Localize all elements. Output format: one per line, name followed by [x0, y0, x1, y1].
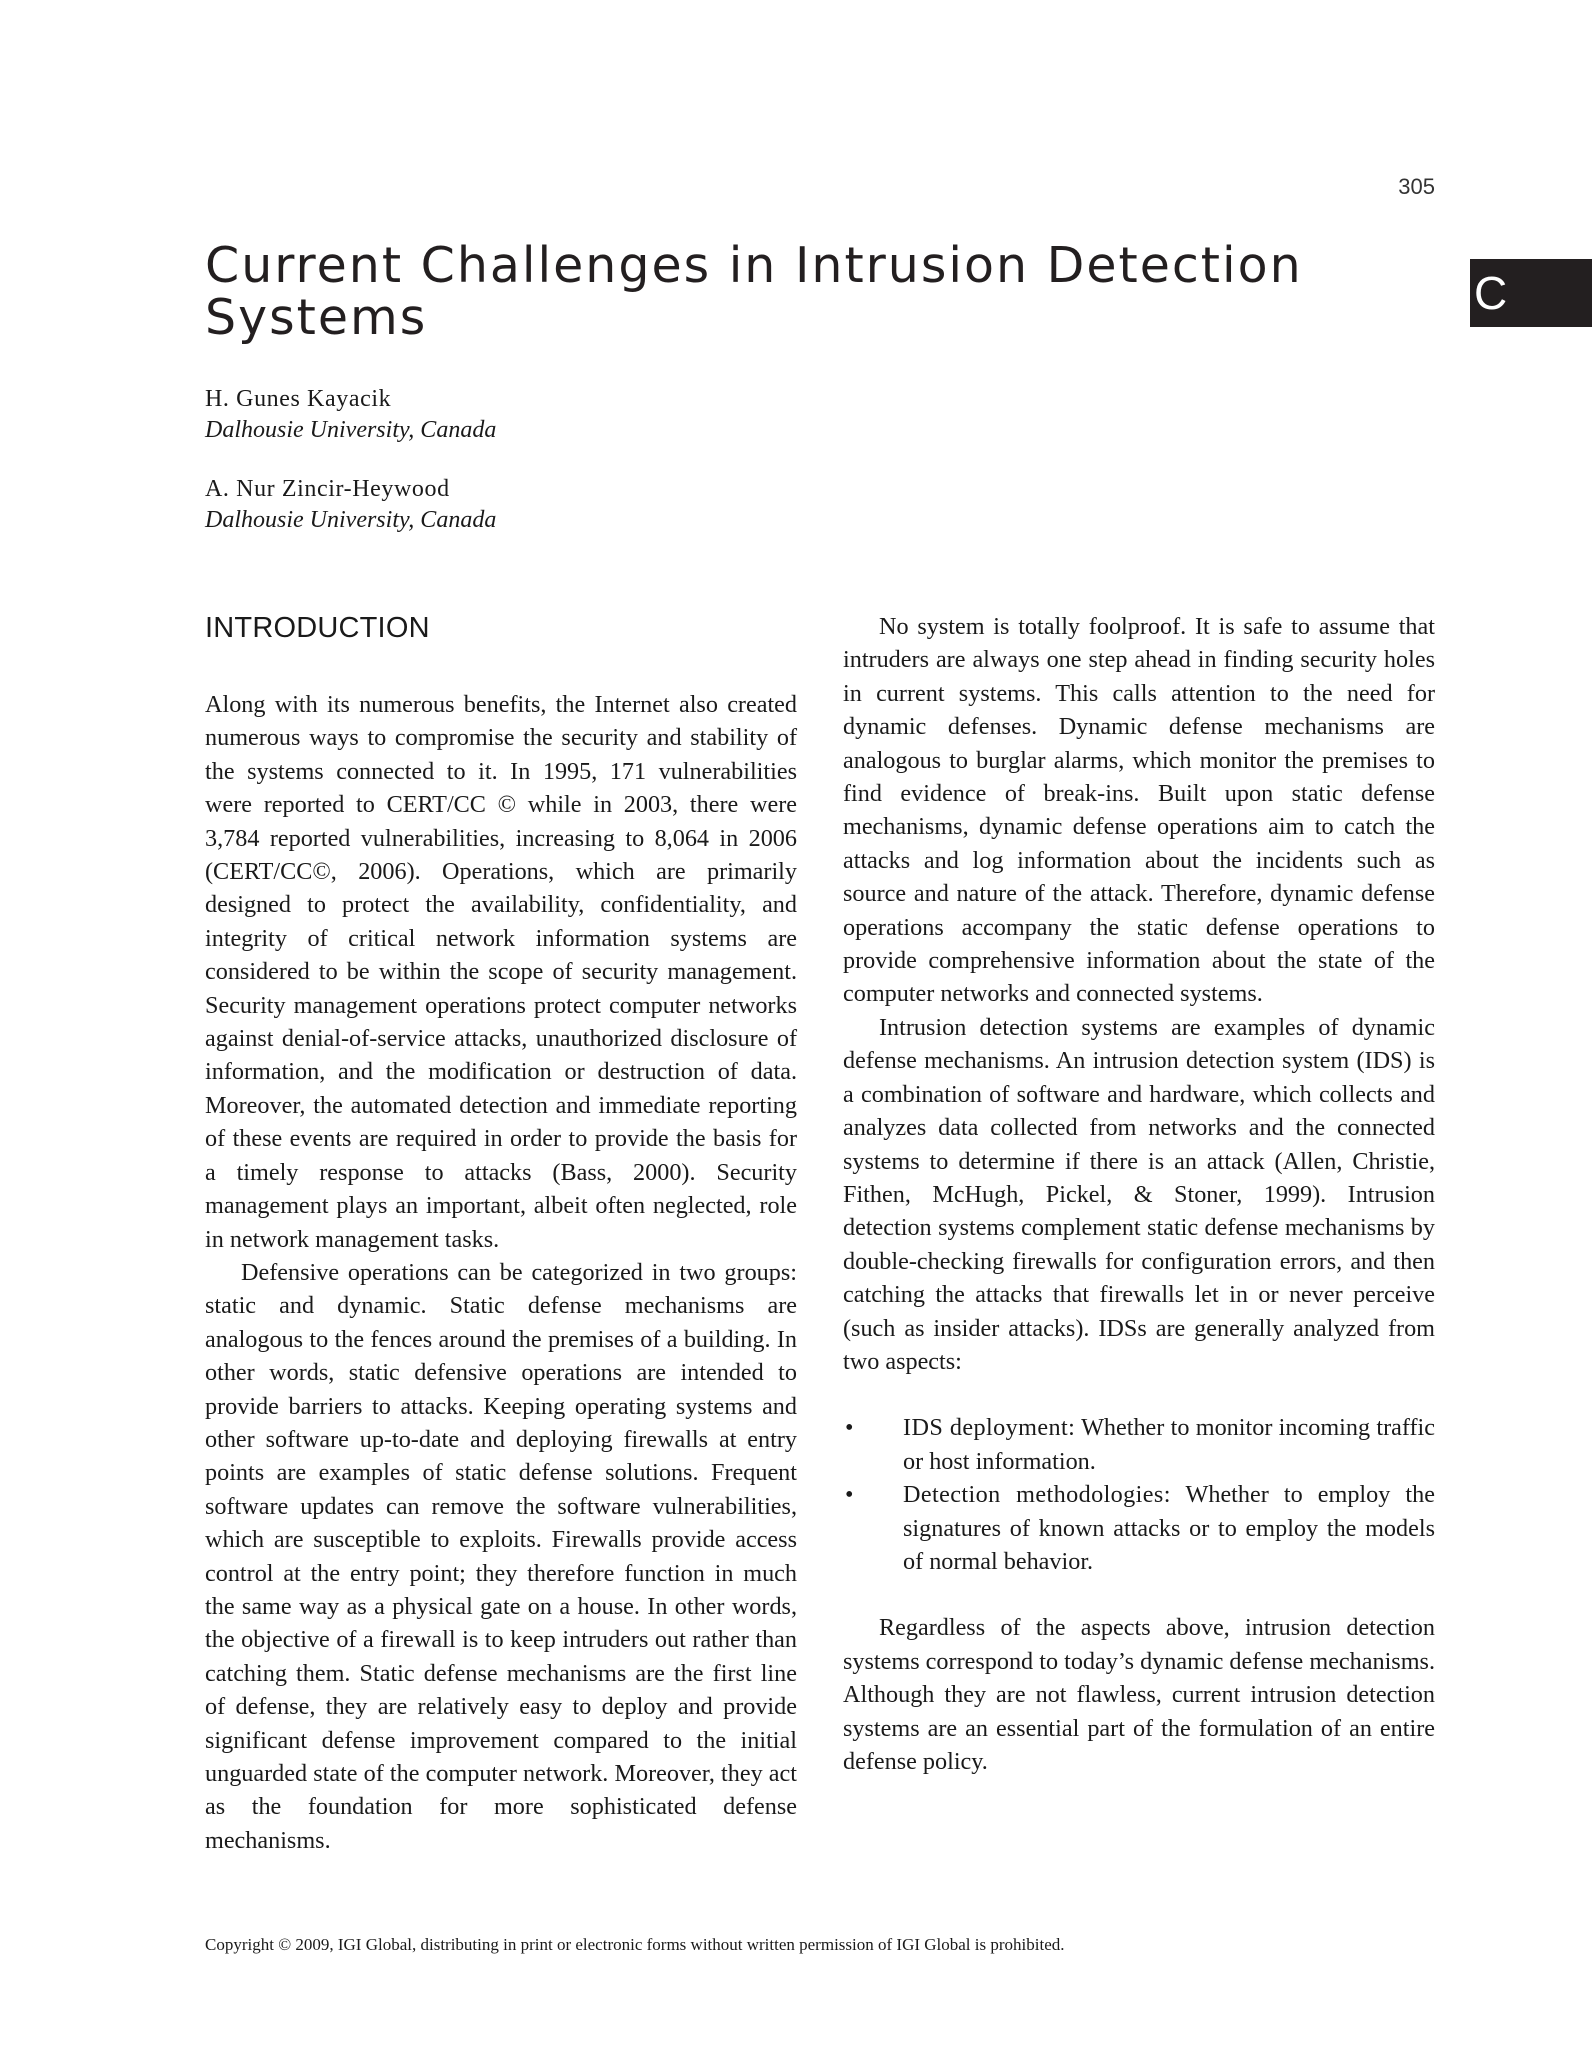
author-affiliation: Dalhousie University, Canada	[205, 417, 497, 443]
paragraph: No system is totally foolproof. It is safe to assume that intruders are always one step ahead in finding security holes in current systems. This calls attention to the need for dynamic defenses. Dynamic defense mechanisms are analogous to burglar alarms, which monitor the premises to find evidence of break-ins. Built upon static defense mechanisms, dynamic defense operations aim to catch the attacks and log information about the incidents such as source and nature of the attack. Therefore, dynamic defense operations accompany the static defense operations to provide comprehensive information about the state of the computer networks and connected systems.	[843, 613, 1435, 1008]
bullet-icon: •	[845, 1481, 854, 1509]
author-block	[205, 474, 496, 536]
list-item	[843, 1411, 1435, 1478]
aspect-term: IDS deployment:	[903, 1414, 1076, 1442]
author-block	[205, 384, 496, 446]
paragraph: Along with its numerous benefits, the Internet also created numerous ways to compromise the security and stability of the systems connected to it. In 1995, 171 vulnerabilities were reported to CERT/CC © while in 2003, there were 3,784 reported vulnerabilities, increasing to 8,064 in 2006 (CERT/CC©, 2006). Operations, which are primarily designed to protect the availability, confidentiality, and integrity of critical network information systems are considered to be within the scope of security management. Security management operations protect computer networks against denial-of-service attacks, unauthorized disclosure of information, and the modification or destruction of data. Moreover, the automated detection and immediate reporting of these events are required in order to provide the basis for a timely response to attacks (Bass, 2000). Security management plays an important, albeit often neglected, role in network management tasks.	[205, 691, 797, 1253]
paragraph-part: Defensive operations can be categorized in two groups: static and dynamic. Static defense mechanisms are analogous to the fences around the premises of a building. In other words, static defensive operations are intended to provide barriers to attacks. Keeping operating systems and other software up-to-date and deploying firewalls at entry points are examples of static defense solutions. Frequent software updates can remove the software vulnerabilities, which are susceptible to exploits. Firewalls provide access control at the entry point; they therefore function in much the same way as a physical gate on a house. In other words, the objective of a firewall is to keep intruders out rather than catching them. Static defense mechanisms are the first line of defense, they are relatively easy to deploy and provide significant defense improvement compared to the initial unguarded state of the computer network. Moreover, they act as the foundation for more sophisticated defense mechanisms.	[205, 1258, 797, 1854]
section-letter-tab: C	[1470, 259, 1592, 327]
left-column	[205, 610, 797, 1857]
author-name: A. Nur Zincir-Heywood	[205, 476, 450, 502]
author-affiliation: Dalhousie University, Canada	[205, 507, 497, 533]
aspect-list	[843, 1411, 1435, 1578]
aspect-text: Whether to employ the signatures of known attacks or to employ the models of normal behavior.	[903, 1481, 1435, 1575]
paragraph: Regardless of the aspects above, intrusion detection systems correspond to today’s dynamic defense mechanisms. Although they are not flawless, current intrusion detection systems are an essential part of the formulation of an entire defense policy.	[843, 1614, 1435, 1775]
author-name: H. Gunes Kayacik	[205, 386, 392, 412]
page-number: 305	[1398, 174, 1435, 199]
aspect-term: Detection methodologies:	[903, 1481, 1171, 1509]
list-item	[843, 1478, 1435, 1578]
article-title: Current Challenges in Intrusion Detection Systems	[205, 237, 1303, 346]
aspect-text: Whether to monitor incoming traffic or host information.	[903, 1414, 1435, 1475]
paragraph: Intrusion detection systems are examples of dynamic defense mechanisms. An intrusion detection system (IDS) is a combination of software and hardware, which collects and analyzes data collected from networks and the connected systems to determine if there is an attack (Allen, Christie, Fithen, McHugh, Pickel, & Stoner, 1999). Intrusion detection systems complement static defense mechanisms by double-checking firewalls for configuration errors, and then catching the attacks that firewalls let in or never perceive (such as insider attacks). IDSs are generally analyzed from two aspects:	[843, 1013, 1435, 1375]
copyright-notice: Copyright © 2009, IGI Global, distributing in print or electronic forms without written permission of IGI Global is prohibited.	[205, 1935, 1065, 1954]
paragraph	[205, 1256, 797, 1857]
right-column	[843, 610, 1435, 1778]
bullet-icon: •	[845, 1414, 854, 1442]
section-heading: INTRODUCTION	[205, 612, 430, 644]
